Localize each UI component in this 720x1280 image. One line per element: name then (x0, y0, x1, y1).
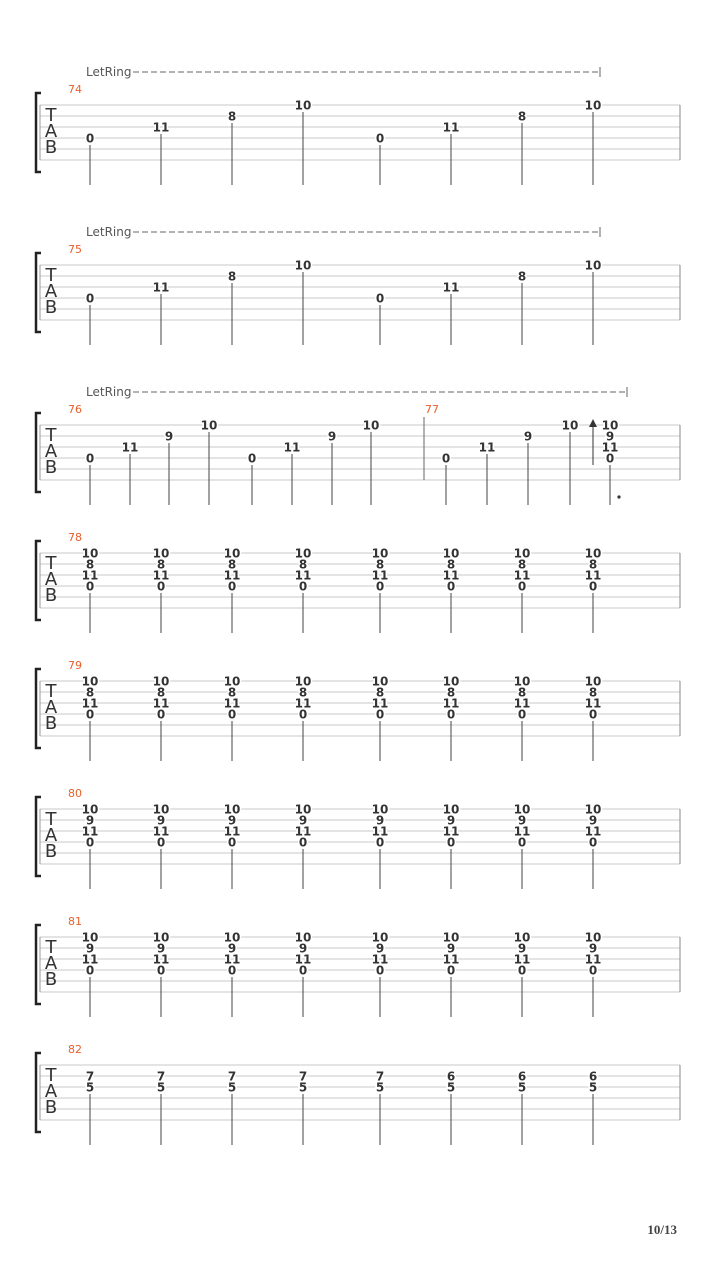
fret-number: 10 (81, 546, 99, 561)
fret-number: 11 (294, 824, 312, 839)
fret-number: 11 (223, 696, 241, 711)
fret-number: 11 (442, 568, 460, 583)
fret-number: 8 (446, 685, 456, 700)
fret-number: 10 (294, 546, 312, 561)
fret-number: 10 (371, 930, 389, 945)
tab-clef-letter: A (44, 697, 58, 718)
fret-number: 0 (441, 451, 451, 466)
beat (328, 430, 336, 506)
fret-number: 10 (152, 930, 170, 945)
beat (376, 132, 384, 186)
fret-number: 9 (605, 429, 615, 444)
tab-clef-letter: A (44, 441, 58, 462)
fret-number: 11 (584, 696, 602, 711)
fret-number: 10 (294, 258, 312, 273)
fret-number: 5 (227, 1080, 237, 1095)
fret-number: 10 (81, 802, 99, 817)
beat (224, 675, 241, 762)
fret-number: 9 (523, 429, 533, 444)
beat (82, 803, 99, 890)
tab-system (36, 1043, 680, 1145)
fret-number: 9 (298, 813, 308, 828)
beat (585, 99, 602, 186)
fret-number: 0 (227, 963, 237, 978)
beat (82, 675, 99, 762)
fret-number: 0 (85, 579, 95, 594)
fret-number: 9 (588, 813, 598, 828)
beat (518, 270, 526, 346)
beat (153, 281, 170, 346)
fret-number: 0 (517, 707, 527, 722)
fret-number: 0 (446, 835, 456, 850)
tab-clef-letter: T (45, 681, 57, 702)
fret-number: 11 (513, 824, 531, 839)
beat (228, 1070, 236, 1146)
fret-number: 10 (294, 674, 312, 689)
tab-clef-letter: T (45, 425, 57, 446)
tab-clef-letter: A (44, 569, 58, 590)
fret-number: 10 (442, 802, 460, 817)
fret-number: 6 (517, 1069, 527, 1084)
fret-number: 11 (601, 440, 619, 455)
fret-number: 11 (584, 824, 602, 839)
fret-number: 9 (446, 941, 456, 956)
beat (443, 803, 460, 890)
tab-clef-letter: A (44, 281, 58, 302)
fret-number: 0 (375, 131, 385, 146)
fret-number: 0 (517, 835, 527, 850)
beat (86, 1070, 94, 1146)
fret-number: 10 (152, 546, 170, 561)
beat (589, 419, 621, 506)
fret-number: 11 (223, 568, 241, 583)
beat (153, 675, 170, 762)
fret-number: 10 (584, 546, 602, 561)
tab-clef-letter: B (44, 969, 58, 990)
fret-number: 0 (85, 963, 95, 978)
fret-number: 5 (85, 1080, 95, 1095)
tab-clef-letter: B (44, 457, 58, 478)
fret-number: 10 (152, 674, 170, 689)
fret-number: 8 (517, 269, 527, 284)
fret-number: 0 (588, 707, 598, 722)
beat (376, 1070, 384, 1146)
fret-number: 9 (156, 941, 166, 956)
fret-number: 10 (223, 546, 241, 561)
fret-number: 8 (227, 109, 237, 124)
fret-number: 11 (442, 952, 460, 967)
fret-number: 11 (81, 952, 99, 967)
fret-number: 10 (371, 546, 389, 561)
tab-clef-letter: A (44, 825, 58, 846)
fret-number: 10 (442, 930, 460, 945)
fret-number: 5 (298, 1080, 308, 1095)
beat (443, 675, 460, 762)
fret-number: 11 (121, 440, 139, 455)
fret-number: 11 (81, 824, 99, 839)
fret-number: 10 (584, 98, 602, 113)
fret-number: 11 (223, 824, 241, 839)
beat (165, 430, 173, 506)
beat (82, 931, 99, 1018)
beat (363, 419, 380, 506)
tab-clef-letter: B (44, 585, 58, 606)
beat (372, 803, 389, 890)
beat (86, 132, 94, 186)
fret-number: 10 (442, 546, 460, 561)
beat (585, 259, 602, 346)
fret-number: 11 (371, 696, 389, 711)
beat (514, 675, 531, 762)
fret-number: 10 (362, 418, 380, 433)
fret-number: 10 (584, 258, 602, 273)
fret-number: 11 (584, 568, 602, 583)
fret-number: 6 (446, 1069, 456, 1084)
fret-number: 11 (294, 568, 312, 583)
beat (524, 430, 532, 506)
beat (447, 1070, 455, 1146)
fret-number: 0 (298, 835, 308, 850)
fret-number: 5 (446, 1080, 456, 1095)
fret-number: 10 (223, 802, 241, 817)
fret-number: 9 (446, 813, 456, 828)
fret-number: 0 (85, 451, 95, 466)
fret-number: 8 (298, 557, 308, 572)
beat (518, 1070, 526, 1146)
fret-number: 7 (227, 1069, 237, 1084)
fret-number: 5 (517, 1080, 527, 1095)
fret-number: 0 (517, 963, 527, 978)
tab-system (36, 915, 680, 1017)
fret-number: 9 (375, 813, 385, 828)
fret-number: 0 (375, 707, 385, 722)
beat (224, 547, 241, 634)
beat (295, 675, 312, 762)
let-ring-label: LetRing (86, 65, 132, 79)
fret-number: 11 (294, 952, 312, 967)
beat (585, 547, 602, 634)
fret-number: 5 (588, 1080, 598, 1095)
fret-number: 8 (85, 685, 95, 700)
tab-clef-letter: B (44, 713, 58, 734)
fret-number: 10 (81, 674, 99, 689)
fret-number: 0 (247, 451, 257, 466)
tab-clef-letter: A (44, 1081, 58, 1102)
beat (562, 419, 579, 506)
fret-number: 0 (85, 835, 95, 850)
beat (295, 259, 312, 346)
beat (479, 441, 496, 506)
measure-number: 82 (68, 1043, 82, 1056)
beat (153, 803, 170, 890)
tab-clef-letter: A (44, 953, 58, 974)
tab-clef-letter: T (45, 937, 57, 958)
beat (201, 419, 218, 506)
beat (82, 547, 99, 634)
fret-number: 10 (513, 802, 531, 817)
fret-number: 11 (223, 952, 241, 967)
fret-number: 11 (152, 280, 170, 295)
measure-number: 78 (68, 531, 82, 544)
fret-number: 10 (601, 418, 619, 433)
fret-number: 6 (588, 1069, 598, 1084)
fret-number: 9 (298, 941, 308, 956)
fret-number: 0 (375, 963, 385, 978)
tab-clef-letter: B (44, 137, 58, 158)
fret-number: 0 (156, 835, 166, 850)
beat (248, 452, 256, 506)
fret-number: 0 (298, 707, 308, 722)
beat (228, 270, 236, 346)
fret-number: 10 (442, 674, 460, 689)
fret-number: 0 (375, 835, 385, 850)
fret-number: 0 (446, 579, 456, 594)
fret-number: 7 (375, 1069, 385, 1084)
fret-number: 11 (152, 824, 170, 839)
fret-number: 11 (478, 440, 496, 455)
page-number: 10/13 (647, 1222, 677, 1237)
fret-number: 8 (517, 557, 527, 572)
beat (295, 99, 312, 186)
fret-number: 9 (588, 941, 598, 956)
fret-number: 9 (227, 941, 237, 956)
beat (153, 547, 170, 634)
fret-number: 8 (588, 685, 598, 700)
let-ring-label: LetRing (86, 385, 132, 399)
fret-number: 10 (584, 930, 602, 945)
beat (86, 292, 94, 346)
fret-number: 10 (371, 802, 389, 817)
tab-clef-letter: T (45, 265, 57, 286)
beat (86, 452, 94, 506)
tab-clef-letter: T (45, 105, 57, 126)
fret-number: 10 (513, 546, 531, 561)
beat (443, 547, 460, 634)
fret-number: 11 (513, 696, 531, 711)
fret-number: 8 (375, 685, 385, 700)
strum-up-arrow-icon (589, 419, 597, 427)
beat (224, 931, 241, 1018)
fret-number: 8 (227, 557, 237, 572)
tab-clef-letter: T (45, 553, 57, 574)
fret-number: 8 (298, 685, 308, 700)
fret-number: 11 (152, 568, 170, 583)
fret-number: 11 (152, 696, 170, 711)
fret-number: 8 (517, 685, 527, 700)
fret-number: 10 (584, 802, 602, 817)
let-ring-label: LetRing (86, 225, 132, 239)
measure-number: 77 (425, 403, 439, 416)
beat (372, 931, 389, 1018)
beat (376, 292, 384, 346)
beat (299, 1070, 307, 1146)
fret-number: 11 (513, 952, 531, 967)
fret-number: 0 (156, 707, 166, 722)
fret-number: 10 (223, 674, 241, 689)
fret-number: 8 (588, 557, 598, 572)
fret-number: 0 (298, 579, 308, 594)
tab-clef-letter: B (44, 1097, 58, 1118)
fret-number: 10 (223, 930, 241, 945)
fret-number: 9 (327, 429, 337, 444)
beat (295, 547, 312, 634)
beat (585, 931, 602, 1018)
fret-number: 11 (442, 824, 460, 839)
fret-number: 9 (227, 813, 237, 828)
tab-system (36, 385, 680, 505)
fret-number: 11 (81, 568, 99, 583)
fret-number: 0 (588, 579, 598, 594)
fret-number: 11 (513, 568, 531, 583)
tab-clef-letter: T (45, 809, 57, 830)
fret-number: 0 (375, 291, 385, 306)
fret-number: 7 (85, 1069, 95, 1084)
fret-number: 9 (517, 941, 527, 956)
beat (443, 121, 460, 186)
fret-number: 7 (298, 1069, 308, 1084)
beat (228, 110, 236, 186)
fret-number: 11 (371, 952, 389, 967)
fret-number: 9 (85, 941, 95, 956)
fret-number: 0 (588, 963, 598, 978)
duration-dot (617, 495, 620, 498)
beat (442, 452, 450, 506)
beat (514, 547, 531, 634)
fret-number: 11 (283, 440, 301, 455)
fret-number: 8 (156, 557, 166, 572)
fret-number: 0 (227, 579, 237, 594)
beat (372, 675, 389, 762)
beat (153, 931, 170, 1018)
tab-system (36, 787, 680, 889)
fret-number: 8 (446, 557, 456, 572)
fret-number: 0 (588, 835, 598, 850)
tab-clef-letter: B (44, 841, 58, 862)
fret-number: 10 (294, 98, 312, 113)
fret-number: 9 (156, 813, 166, 828)
beat (284, 441, 301, 506)
fret-number: 10 (513, 674, 531, 689)
fret-number: 11 (584, 952, 602, 967)
fret-number: 11 (442, 280, 460, 295)
fret-number: 9 (85, 813, 95, 828)
fret-number: 11 (152, 120, 170, 135)
beat (514, 931, 531, 1018)
fret-number: 10 (152, 802, 170, 817)
tab-system (36, 659, 680, 761)
beat (585, 675, 602, 762)
fret-number: 8 (517, 109, 527, 124)
fret-number: 10 (294, 802, 312, 817)
fret-number: 10 (294, 930, 312, 945)
fret-number: 10 (561, 418, 579, 433)
fret-number: 11 (371, 824, 389, 839)
measure-number: 75 (68, 243, 82, 256)
fret-number: 0 (85, 291, 95, 306)
fret-number: 8 (156, 685, 166, 700)
measure-number: 80 (68, 787, 82, 800)
fret-number: 11 (152, 952, 170, 967)
beat (295, 931, 312, 1018)
fret-number: 0 (375, 579, 385, 594)
fret-number: 9 (517, 813, 527, 828)
fret-number: 0 (227, 835, 237, 850)
beat (295, 803, 312, 890)
measure-number: 81 (68, 915, 82, 928)
fret-number: 11 (442, 120, 460, 135)
fret-number: 9 (164, 429, 174, 444)
fret-number: 7 (156, 1069, 166, 1084)
measure-number: 79 (68, 659, 82, 672)
fret-number: 8 (227, 685, 237, 700)
measure-number: 76 (68, 403, 82, 416)
beat (224, 803, 241, 890)
fret-number: 5 (156, 1080, 166, 1095)
beat (443, 931, 460, 1018)
fret-number: 10 (584, 674, 602, 689)
fret-number: 11 (81, 696, 99, 711)
fret-number: 8 (227, 269, 237, 284)
fret-number: 10 (81, 930, 99, 945)
fret-number: 9 (375, 941, 385, 956)
fret-number: 11 (442, 696, 460, 711)
fret-number: 0 (605, 451, 615, 466)
fret-number: 0 (156, 579, 166, 594)
fret-number: 10 (513, 930, 531, 945)
tab-clef-letter: A (44, 121, 58, 142)
beat (157, 1070, 165, 1146)
fret-number: 0 (298, 963, 308, 978)
fret-number: 8 (85, 557, 95, 572)
beat (518, 110, 526, 186)
fret-number: 10 (371, 674, 389, 689)
fret-number: 0 (156, 963, 166, 978)
beat (443, 281, 460, 346)
fret-number: 0 (227, 707, 237, 722)
beat (372, 547, 389, 634)
fret-number: 10 (200, 418, 218, 433)
tab-system (36, 65, 680, 185)
beat (153, 121, 170, 186)
measure-number: 74 (68, 83, 82, 96)
fret-number: 11 (371, 568, 389, 583)
fret-number: 0 (517, 579, 527, 594)
fret-number: 8 (375, 557, 385, 572)
tab-system (36, 225, 680, 345)
beat (122, 441, 139, 506)
beat (585, 803, 602, 890)
fret-number: 0 (446, 707, 456, 722)
tab-clef-letter: T (45, 1065, 57, 1086)
fret-number: 5 (375, 1080, 385, 1095)
fret-number: 11 (294, 696, 312, 711)
beat (514, 803, 531, 890)
fret-number: 0 (85, 707, 95, 722)
tab-system (36, 531, 680, 633)
beat (589, 1070, 597, 1146)
tab-clef-letter: B (44, 297, 58, 318)
fret-number: 0 (85, 131, 95, 146)
fret-number: 0 (446, 963, 456, 978)
